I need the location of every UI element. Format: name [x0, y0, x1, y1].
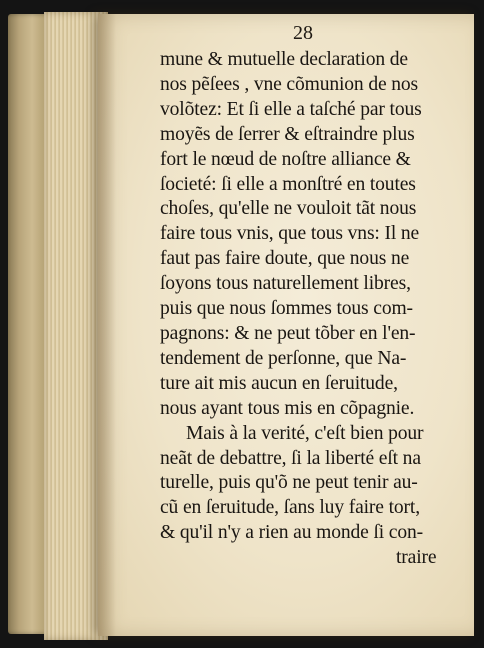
- catchword: traire: [396, 547, 437, 569]
- gutter-shadow: [98, 14, 116, 636]
- text-line: tendement de perſonne, que Na-: [160, 347, 407, 369]
- text-line: & qu'il n'y a rien au monde ſi con-: [160, 522, 423, 544]
- text-line: Mais à la verité, c'eſt bien pour: [186, 422, 424, 444]
- text-line: faut pas faire doute, que nous ne: [160, 248, 410, 270]
- text-line: mune & mutuelle declaration de: [160, 49, 408, 70]
- text-line: ſoyons tous naturellement libres,: [160, 273, 411, 295]
- text-line: puis que nous ſommes tous com-: [160, 298, 413, 320]
- text-line: choſes, qu'elle ne vouloit tãt nous: [160, 198, 417, 220]
- text-line: ture ait mis aucun en ſeruitude,: [160, 372, 398, 394]
- page-text: [160, 48, 460, 571]
- text-line: nos pẽſees , vne cõmunion de nos: [160, 73, 419, 95]
- text-line: pagnons: & ne peut tõber en l'en-: [160, 322, 416, 344]
- text-line: neãt de debattre, ſi la liberté eſt na: [160, 447, 421, 469]
- page-number: 28: [293, 22, 313, 44]
- text-line: cũ en ſeruitude, ſans luy faire tort,: [160, 497, 420, 519]
- text-line: moyẽs de ſerrer & eſtraindre plus: [160, 123, 415, 145]
- text-line: ſocieté: ſi elle a monſtré en toutes: [160, 173, 416, 195]
- text-line: nous ayant tous mis en cõpagnie.: [160, 397, 415, 419]
- text-line: fort le nœud de noſtre alliance &: [160, 148, 411, 170]
- text-line: volõtez: Et ſi elle a taſché par tous: [160, 98, 422, 120]
- text-line: turelle, puis qu'õ ne peut tenir au-: [160, 472, 418, 494]
- text-line: faire tous vnis, que tous vns: Il ne: [160, 223, 420, 245]
